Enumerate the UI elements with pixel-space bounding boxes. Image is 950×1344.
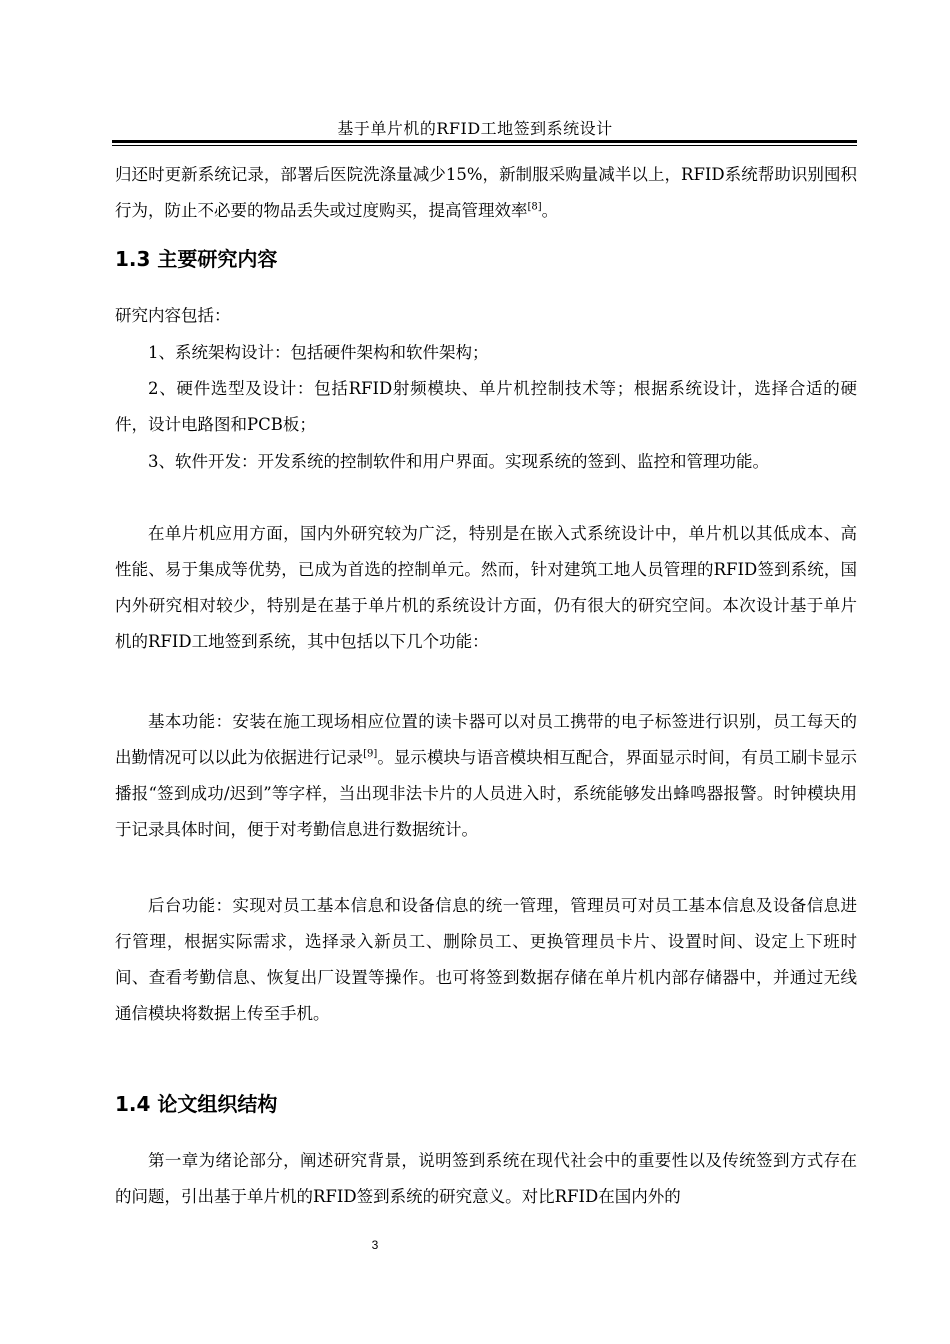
section-heading-1-3: 1.3 主要研究内容 — [115, 247, 278, 271]
paragraph-background: 在单片机应用方面，国内外研究较为广泛，特别是在嵌入式系统设计中，单片机以其低成本、高性能、易于集成等优势，已成为首选的控制单元。然而，针对建筑工地人员管理的RFID签到系统，国内外研究相对较少，特别是在基于单片机的系统设计方面，仍有很大的研究空间。本次设计基于单片机的RFID工地签到系统，其中包括以下几个功能： — [115, 524, 857, 651]
paragraph-text-end: 。显示模块与语音模块相互配合，界面显示时间，有员工刷卡显示播报“签到成功/迟到”等字样，当出现非法卡片的人员进入时，系统能够发出蜂鸣器报警。时钟模块用于记录具体时间，便于对考勤信息进行数据统计。 — [115, 748, 858, 839]
page-number: 3 — [371, 1238, 379, 1252]
paragraph-item-2: 2、硬件选型及设计：包括RFID射频模块、单片机控制技术等；根据系统设计，选择合适的硬件，设计电路图和PCB板； — [115, 379, 857, 434]
header-rule-thick — [112, 140, 857, 143]
paragraph-basic-functions — [115, 704, 857, 848]
citation-9: [9] — [363, 748, 378, 760]
section-heading-1-4: 1.4 论文组织结构 — [115, 1092, 278, 1116]
paragraph-item-3: 3、软件开发：开发系统的控制软件和用户界面。实现系统的签到、监控和管理功能。 — [148, 452, 769, 471]
header-rule-thin — [112, 145, 857, 146]
paragraph-item-1: 1、系统架构设计：包括硬件架构和软件架构； — [148, 343, 489, 362]
citation-8: [8] — [527, 201, 542, 213]
paragraph-backend-functions: 后台功能：实现对员工基本信息和设备信息的统一管理，管理员可对员工基本信息及设备信息进行管理，根据实际需求，选择录入新员工、删除员工、更换管理员卡片、设置时间、设定上下班时间、查看考勤信息、恢复出厂设置等操作。也可将签到数据存储在单片机内部存储器中，并通过无线通信模块将数据上传至手机。 — [115, 896, 857, 1023]
paragraph-intro: 研究内容包括： — [115, 306, 231, 325]
paragraph-text-end: 。 — [541, 201, 559, 220]
paragraph-chapter-one: 第一章为绪论部分，阐述研究背景，说明签到系统在现代社会中的重要性以及传统签到方式存在的问题，引出基于单片机的RFID签到系统的研究意义。对比RFID在国内外的 — [115, 1151, 857, 1206]
paragraph-continuation — [115, 157, 857, 229]
paragraph-text: 基本功能：安装在施工现场相应位置的读卡器可以对员工携带的电子标签进行识别，员工每天的出勤情况可以以此为依据进行记录 — [115, 712, 857, 767]
paragraph-text: 归还时更新系统记录，部署后医院洗涤量减少15%，新制服采购量减半以上，RFID系统帮助识别囤积行为，防止不必要的物品丢失或过度购买，提高管理效率 — [115, 165, 857, 220]
header-title: 基于单片机的RFID工地签到系统设计 — [337, 119, 613, 138]
